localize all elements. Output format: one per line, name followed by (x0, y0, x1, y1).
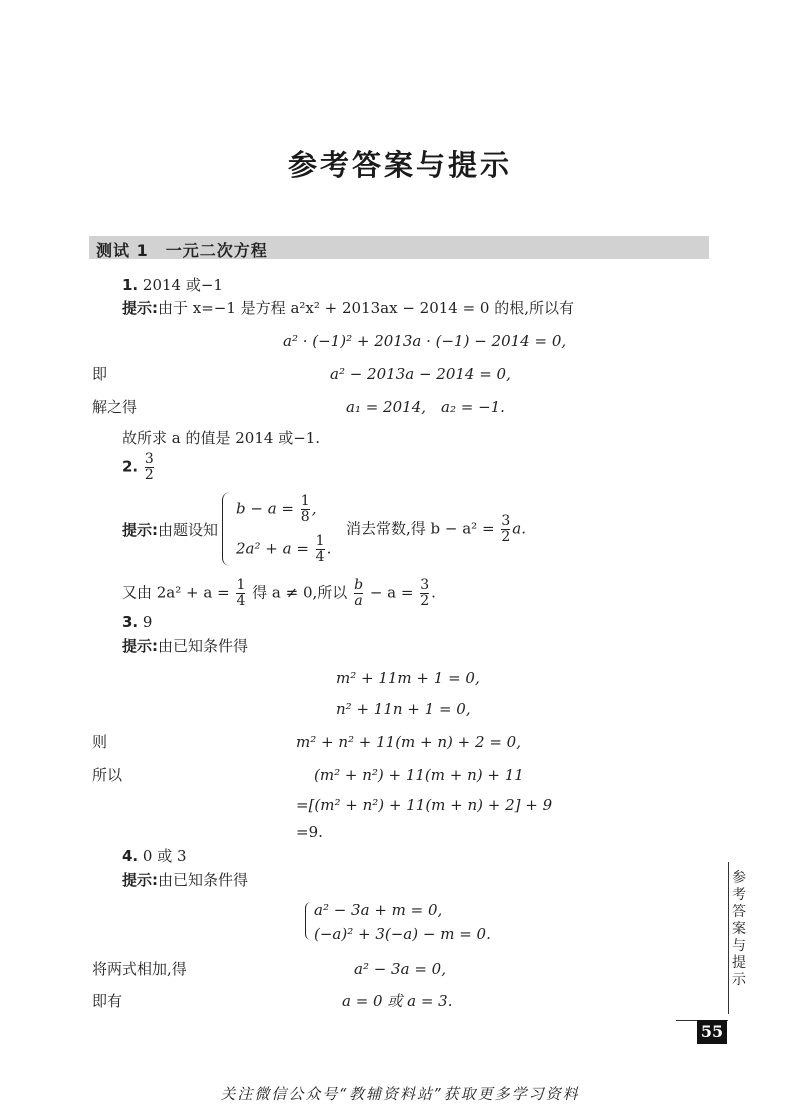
q1-hint-label: 提示: (122, 299, 158, 317)
q2-hint-label: 提示: (122, 521, 158, 539)
q4-label-youyou: 即有 (92, 992, 123, 1010)
q1-number: 1. (122, 276, 139, 294)
q2-answer-line (122, 452, 156, 483)
q1-answer-line (122, 275, 223, 295)
q4-label-add: 将两式相加,得 (92, 960, 187, 978)
q4-hint-line (122, 870, 248, 890)
q4-hint-text: 由已知条件得 (158, 871, 249, 889)
q2-system-brace (222, 492, 233, 566)
q1-equation-1: a² · (−1)² + 2013a · (−1) − 2014 = 0, (283, 332, 567, 350)
side-tab-label: 参考答案与提示 (732, 870, 746, 988)
q2-elimination: 消去常数,得 b − a² = $\frac{3}{2}$ a. (346, 513, 526, 545)
q1-label-jie: 解之得 (92, 398, 138, 416)
q3-answer-line (122, 612, 152, 632)
q2-system-eq1: b − a = $\frac{1}{8}$ , (236, 493, 317, 525)
q1-equation-2: a² − 2013a − 2014 = 0, (330, 365, 511, 383)
q2-hint-line (122, 520, 218, 540)
q3-label-suoyi: 所以 (92, 766, 123, 784)
q4-number: 4. (122, 847, 139, 865)
q2-system-eq2: 2a² + a = $\frac{1}{4}$ . (236, 533, 332, 565)
q4-equation-1: a² − 3a = 0, (354, 960, 446, 978)
q1-label-ji: 即 (92, 365, 108, 383)
q4-equation-2: a = 0 或 a = 3. (342, 992, 453, 1010)
q2-hint-text: 由题设知 (158, 521, 219, 539)
q3-equation-6: =9. (296, 823, 323, 841)
q4-system-eq2: (−a)² + 3(−a) − m = 0. (314, 925, 491, 943)
q2-second-line: 又由 2a² + a = $\frac{1}{4}$ 得 a ≠ 0,所以 $\frac{b}{a}$ − a = $\frac{3}{2}$ . (122, 577, 436, 609)
q3-answer: 9 (142, 613, 153, 631)
q4-hint-label: 提示: (122, 871, 158, 889)
q2-answer-fraction: $\frac{3}{2}$ (144, 451, 154, 483)
q3-label-ze: 则 (92, 733, 108, 751)
q3-hint-label: 提示: (122, 637, 158, 655)
q4-system-brace (305, 902, 314, 940)
q3-equation-1: m² + 11m + 1 = 0, (336, 669, 480, 687)
page-number: 55 (697, 1020, 727, 1044)
q3-hint-text: 由已知条件得 (158, 637, 249, 655)
q2-number: 2. (122, 457, 139, 476)
q3-number: 3. (122, 613, 139, 631)
q4-answer-line (122, 846, 187, 866)
q3-equation-5: =[(m² + n²) + 11(m + n) + 2] + 9 (296, 796, 553, 814)
q3-equation-2: n² + 11n + 1 = 0, (336, 700, 471, 718)
q4-system-eq1: a² − 3a + m = 0, (314, 901, 443, 919)
section-title: 测试 1 一元二次方程 (96, 241, 268, 260)
q1-answer: 2014 或−1 (142, 276, 223, 294)
q3-equation-3: m² + n² + 11(m + n) + 2 = 0, (296, 733, 521, 751)
q1-hint-text: 由于 x=−1 是方程 a²x² + 2013ax − 2014 = 0 的根,所以有 (158, 299, 575, 317)
q3-hint-line (122, 636, 248, 656)
q3-equation-4: (m² + n²) + 11(m + n) + 11 (314, 766, 524, 784)
q4-answer: 0 或 3 (142, 847, 187, 865)
footer-note: 关注微信公众号“教辅资料站”获取更多学习资料 (220, 1085, 580, 1103)
q1-equation-3: a₁ = 2014, a₂ = −1. (346, 398, 505, 416)
q1-conclusion: 故所求 a 的值是 2014 或−1. (122, 429, 321, 447)
page-title: 参考答案与提示 (287, 148, 512, 182)
q1-hint-line (122, 298, 574, 318)
